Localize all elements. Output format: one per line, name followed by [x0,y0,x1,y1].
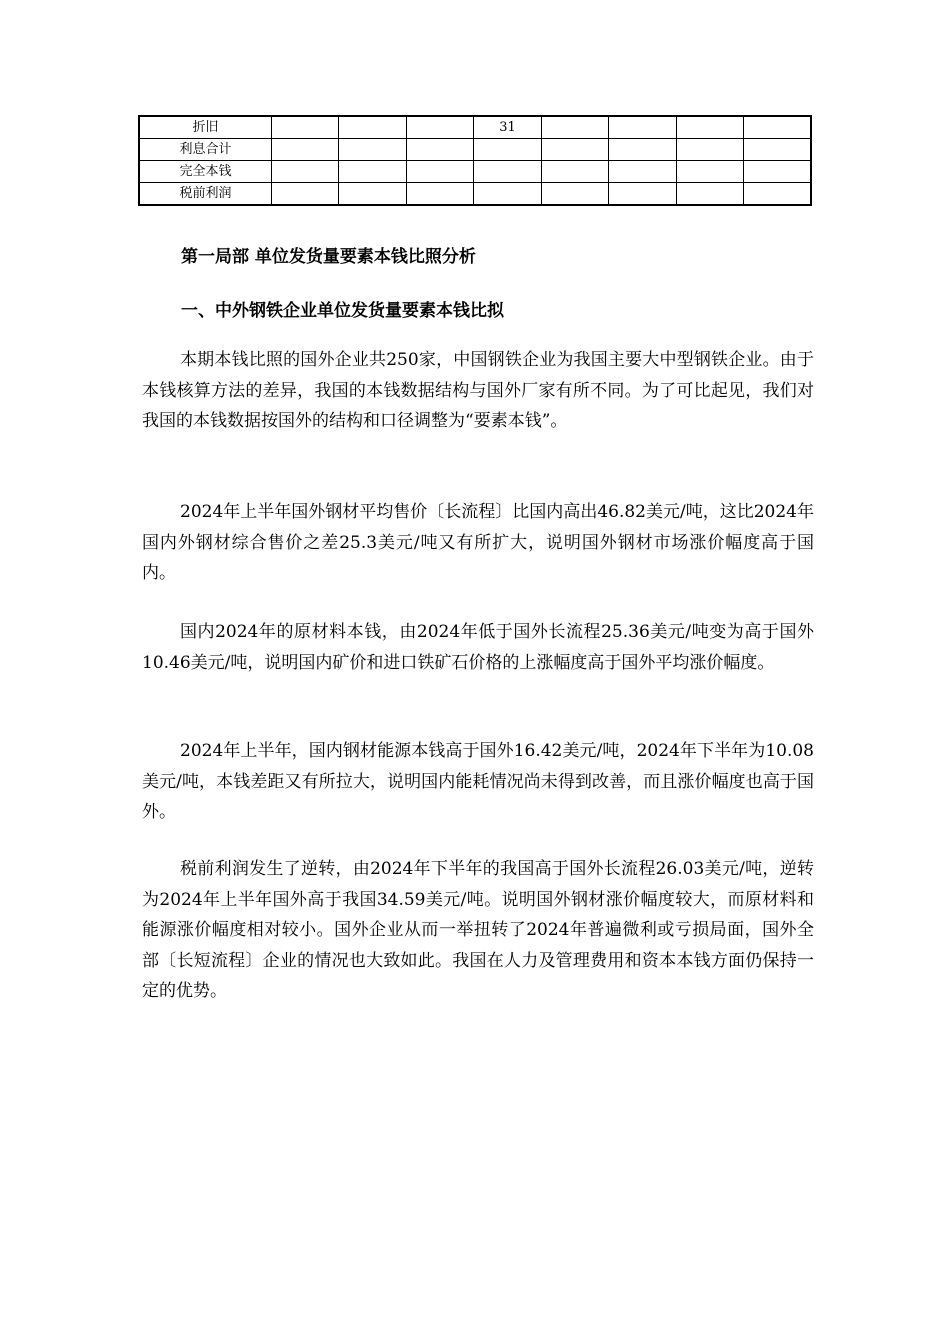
table-cell [406,116,473,139]
table-cell [272,183,339,206]
cost-table [138,115,812,206]
table-cell [609,139,676,161]
cost-table-body [139,116,811,205]
table-cell [676,183,743,206]
table-cell: 31 [474,116,541,139]
table-cell [272,139,339,161]
table-cell [744,161,811,183]
table-cell [339,116,406,139]
table-cell [676,139,743,161]
table-row [139,161,811,183]
table-cell [676,116,743,139]
table-cell [676,161,743,183]
table-cell [272,161,339,183]
table-cell [541,139,608,161]
table-row [139,116,811,139]
table-cell [609,116,676,139]
table-cell [339,183,406,206]
table-cell [744,139,811,161]
table-cell [609,161,676,183]
table-cell [609,183,676,206]
paragraph-energy: 2024年上半年，国内钢材能源本钱高于国外16.42美元/吨，2024年下半年为10.08美元/吨，本钱差距又有所拉大，说明国内能耗情况尚未得到改善，而且涨价幅度也高于国外。 [142,741,814,822]
paragraph-price: 2024年上半年国外钢材平均售价〔长流程〕比国内高出46.82美元/吨，这比2024年国内外钢材综合售价之差25.3美元/吨又有所扩大，说明国外钢材市场涨价幅度高于国内。 [142,502,814,583]
table-cell [541,116,608,139]
subsection-title: 一、中外钢铁企业单位发货量要素本钱比拟 [181,301,504,321]
row-label: 完全本钱 [139,161,272,183]
table-cell [474,161,541,183]
table-row [139,183,811,206]
paragraph-profit: 税前利润发生了逆转，由2024年下半年的我国高于国外长流程26.03美元/吨，逆转为2024年上半年国外高于我国34.59美元/吨。说明国外钢材涨价幅度较大，而原材料和能源涨价幅度相对较小。国外企业从而一举扭转了2024年普遍微利或亏损局面，国外全部〔长短流程〕企业的情况也大致如此。我国在人力及管理费用和资本本钱方面仍保持一定的优势。 [142,859,814,1001]
row-label: 利息合计 [139,139,272,161]
table-cell [541,183,608,206]
row-label: 折旧 [139,116,272,139]
section-title: 第一局部 单位发货量要素本钱比照分析 [181,247,476,267]
paragraph-intro: 本期本钱比照的国外企业共250家，中国钢铁企业为我国主要大中型钢铁企业。由于本钱核算方法的差异，我国的本钱数据结构与国外厂家有所不同。为了可比起见，我们对我国的本钱数据按国外的结构和口径调整为“要素本钱”。 [142,350,814,431]
table-cell [406,183,473,206]
paragraph-raw-material: 国内2024年的原材料本钱，由2024年低于国外长流程25.36美元/吨变为高于国外10.46美元/吨，说明国内矿价和进口铁矿石价格的上涨幅度高于国外平均涨价幅度。 [142,622,814,673]
table-cell [474,139,541,161]
table-row [139,139,811,161]
row-label: 税前利润 [139,183,272,206]
table-cell [744,116,811,139]
table-cell [406,161,473,183]
table-cell [272,116,339,139]
table-cell [541,161,608,183]
table-cell [744,183,811,206]
table-cell [339,139,406,161]
table-cell [474,183,541,206]
table-cell [339,161,406,183]
table-cell [406,139,473,161]
